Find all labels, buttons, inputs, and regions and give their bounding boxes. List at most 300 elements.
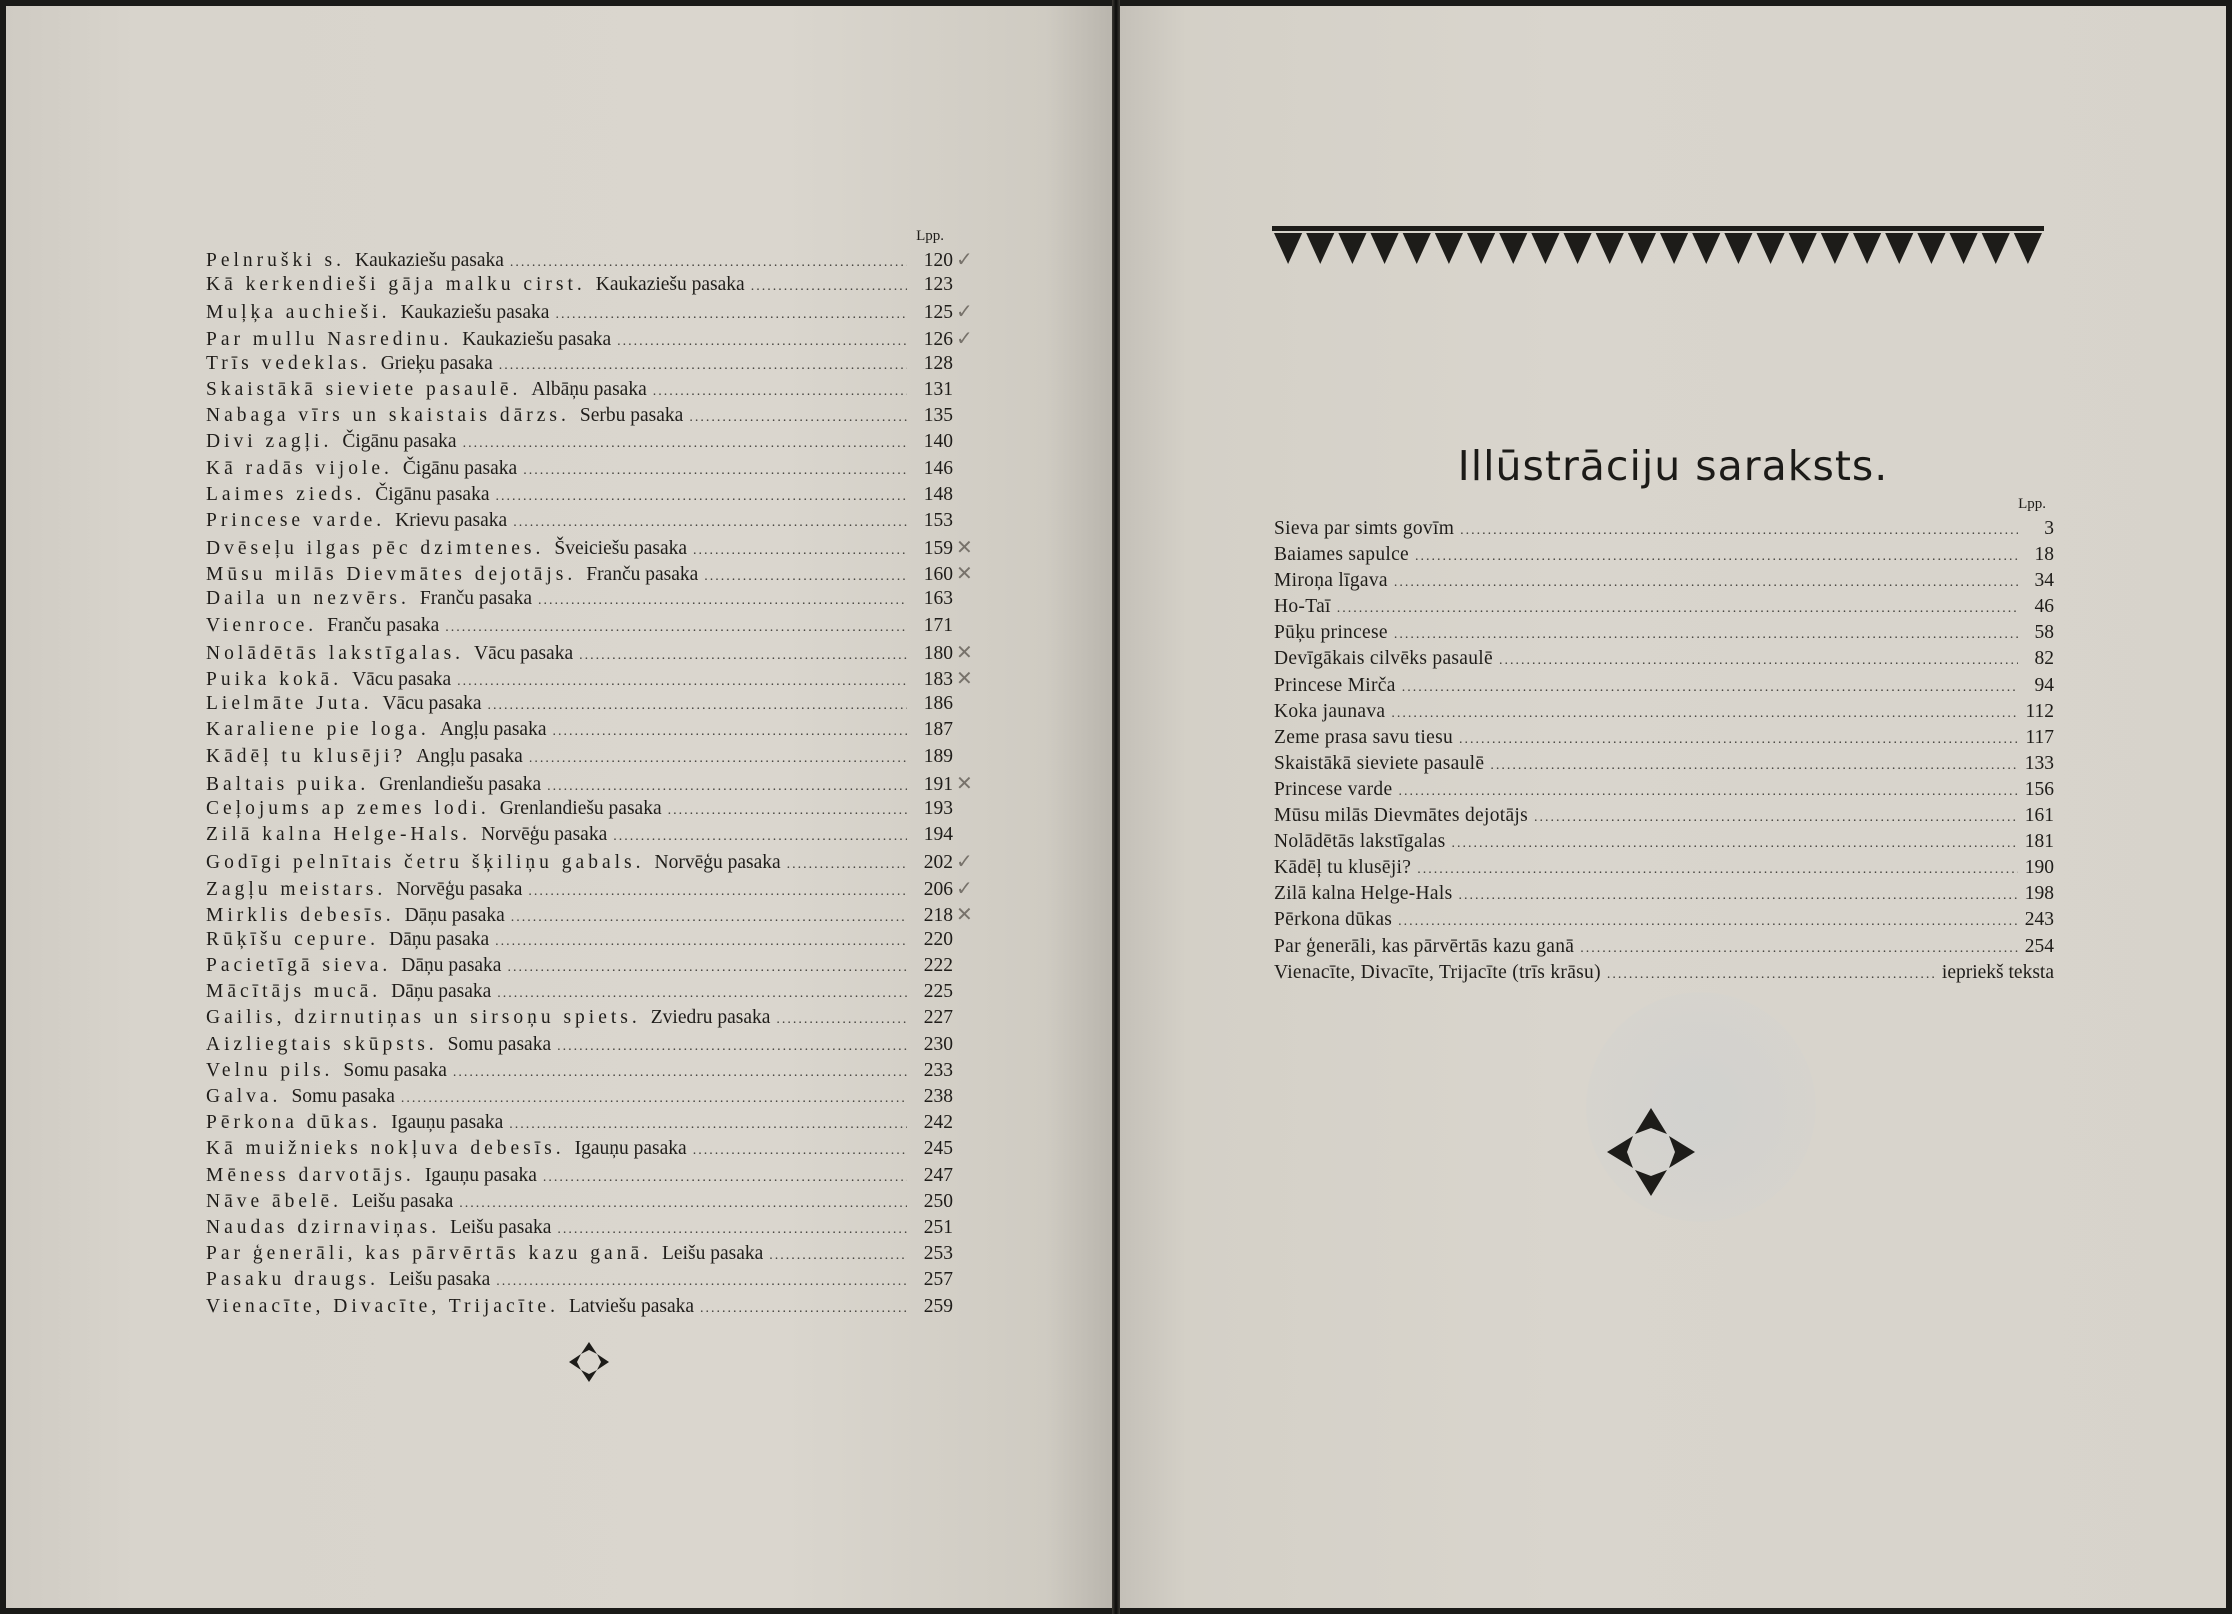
list-item <box>1274 673 2054 699</box>
dot-leader <box>401 1086 907 1112</box>
page-number: 254 <box>2024 935 2054 957</box>
story-title: Muļķa auchieši. <box>206 302 391 324</box>
page-number: 120 <box>923 250 953 271</box>
dot-leader <box>751 274 907 300</box>
list-item <box>1274 829 2054 855</box>
border-triangle <box>1274 233 1302 264</box>
story-title: Kā kerkendieši gāja malku cirst. <box>206 274 586 296</box>
story-origin: Zviedru pasaka <box>650 1007 771 1029</box>
illustration-title: Par ģenerāli, kas pārvērtās kazu ganā <box>1274 935 1575 957</box>
border-triangle <box>1499 233 1527 264</box>
dot-leader <box>613 824 907 850</box>
illustration-title: Mūsu milās Dievmātes dejotājs <box>1274 805 1529 827</box>
page-number: 117 <box>2025 726 2054 748</box>
list-item <box>206 429 986 455</box>
border-triangle <box>1660 233 1688 264</box>
story-title: Dvēseļu ilgas pēc dzimtenes. <box>206 538 545 560</box>
border-triangle <box>1628 233 1656 264</box>
border-bar <box>1272 226 2044 231</box>
story-title: Kā radās vijole. <box>206 457 393 479</box>
border-triangle <box>1789 233 1817 264</box>
border-triangle <box>1338 233 1366 264</box>
list-item <box>206 796 986 822</box>
dot-leader <box>693 538 907 564</box>
page-number: 251 <box>923 1216 953 1238</box>
list-item <box>206 508 986 534</box>
story-title: Mirklis debesīs. <box>206 904 395 926</box>
border-triangle <box>1982 233 2010 264</box>
story-origin: Vācu pasaka <box>474 642 574 664</box>
list-item <box>1274 646 2054 672</box>
story-origin: Franču pasaka <box>419 588 532 610</box>
pencil-mark-icon: ✕ <box>956 535 973 560</box>
page-number: 160 <box>923 564 953 586</box>
illustration-title: Pērkona dūkas <box>1274 909 1393 931</box>
story-title: Divi zagļi. <box>206 431 333 453</box>
story-origin: Norvēģu pasaka <box>396 878 523 900</box>
dot-leader <box>689 405 907 431</box>
list-item <box>206 901 986 927</box>
dot-leader <box>523 458 907 484</box>
list-item <box>206 351 986 377</box>
story-title: Aizliegtais skūpsts. <box>206 1033 438 1055</box>
page-number: 131 <box>923 378 953 400</box>
list-item <box>206 848 986 874</box>
dot-leader <box>1580 936 2018 962</box>
illustration-title: Zilā kalna Helge-Hals <box>1274 883 1453 905</box>
dot-leader <box>557 1034 907 1060</box>
dot-leader <box>445 615 907 641</box>
list-item <box>206 456 986 482</box>
dot-leader <box>700 1296 907 1322</box>
page-number: 34 <box>2034 570 2054 592</box>
story-origin: Somu pasaka <box>343 1059 447 1081</box>
page-number: 233 <box>923 1059 953 1081</box>
dot-leader <box>668 798 907 824</box>
illustration-title: Ho-Taī <box>1274 596 1331 618</box>
illustration-title: Princese Mirča <box>1274 674 1396 696</box>
page-number: 243 <box>2024 909 2054 931</box>
story-origin: Kaukaziešu pasaka <box>462 328 612 350</box>
page-number: 194 <box>923 824 953 846</box>
story-origin: Leišu pasaka <box>662 1243 764 1265</box>
list-item <box>1274 934 2054 960</box>
page-number: 123 <box>923 274 953 296</box>
dot-leader <box>511 905 907 931</box>
border-triangle <box>1371 233 1399 264</box>
list-item <box>1274 594 2054 620</box>
story-origin: Kaukaziešu pasaka <box>355 250 504 271</box>
story-title: Naudas dzirnaviņas. <box>206 1216 441 1238</box>
list-item <box>206 744 986 770</box>
story-title: Puika kokā. <box>206 669 343 690</box>
border-triangle <box>1757 233 1785 264</box>
story-origin: Vācu pasaka <box>382 693 482 715</box>
story-origin: Franču pasaka <box>586 564 699 586</box>
dot-leader <box>463 431 907 457</box>
story-origin: Somu pasaka <box>447 1033 552 1055</box>
illustration-title: Pūķu princese <box>1274 622 1388 644</box>
page-number: 253 <box>923 1243 953 1265</box>
dot-leader <box>1460 518 2018 544</box>
list-item <box>206 822 986 848</box>
dot-leader <box>1499 648 2018 674</box>
pencil-mark-icon: ✓ <box>956 325 973 350</box>
dot-leader <box>509 1112 907 1138</box>
dot-leader <box>769 1243 907 1269</box>
dot-leader <box>1391 701 2018 727</box>
illustration-title: Baiames sapulce <box>1274 544 1409 566</box>
story-title: Gailis, dzirnutiņas un sirsoņu spiets. <box>206 1007 641 1029</box>
story-title: Velnu pils. <box>206 1059 334 1081</box>
story-title: Pērkona dūkas. <box>206 1112 382 1134</box>
dot-leader <box>1394 570 2018 596</box>
page-number: 133 <box>2024 752 2054 774</box>
story-title: Kā muižnieks nokļuva debesīs. <box>206 1138 565 1160</box>
story-title: Pasaku draugs. <box>206 1269 379 1291</box>
page-number: 220 <box>923 928 953 950</box>
list-item <box>206 1005 986 1031</box>
page-number: 259 <box>923 1295 953 1317</box>
dot-leader <box>693 1138 907 1164</box>
dot-leader <box>787 852 907 878</box>
page-number: 112 <box>2025 700 2054 722</box>
story-origin: Somu pasaka <box>291 1086 395 1107</box>
list-item <box>206 770 986 796</box>
pencil-mark-icon: ✓ <box>956 875 973 900</box>
story-title: Galva. <box>206 1086 282 1107</box>
pencil-mark-icon: ✓ <box>956 299 973 324</box>
page-number: 190 <box>2024 857 2054 879</box>
list-item <box>206 613 986 639</box>
page-number: 198 <box>2024 883 2054 905</box>
list-item <box>206 927 986 953</box>
list-item <box>1274 725 2054 751</box>
list-item <box>1274 855 2054 881</box>
page-number: 125 <box>923 302 953 324</box>
dot-leader <box>488 693 907 719</box>
story-origin: Franču pasaka <box>327 614 440 636</box>
dot-leader <box>459 1191 907 1217</box>
story-origin: Albāņu pasaka <box>531 378 647 400</box>
border-triangle <box>1853 233 1881 264</box>
story-origin: Grenlandiešu pasaka <box>379 773 542 795</box>
dot-leader <box>496 1269 907 1295</box>
story-origin: Serbu pasaka <box>579 405 684 427</box>
story-title: Lielmāte Juta. <box>206 693 373 715</box>
dot-leader <box>543 1165 907 1191</box>
story-title: Par ģenerāli, kas pārvērtās kazu ganā. <box>206 1243 652 1265</box>
page-number: 163 <box>923 588 953 610</box>
dot-leader <box>495 929 907 955</box>
border-triangle <box>1692 233 1720 264</box>
dot-leader <box>776 1007 907 1033</box>
story-title: Godīgi pelnītais četru šķiliņu gabals. <box>206 852 645 874</box>
list-item <box>206 325 986 351</box>
dot-leader <box>1459 727 2018 753</box>
list-item <box>1274 751 2054 777</box>
list-item <box>206 1241 986 1267</box>
story-origin: Dāņu pasaka <box>401 955 502 977</box>
border-triangle <box>1531 233 1559 264</box>
page-number: 257 <box>923 1269 953 1291</box>
list-item <box>206 875 986 901</box>
story-title: Par mullu Nasredinu. <box>206 328 453 350</box>
page-title: Illūstrāciju saraksts. <box>1457 442 1889 490</box>
page-number: 148 <box>923 483 953 505</box>
border-triangle <box>1821 233 1849 264</box>
list-item <box>1274 699 2054 725</box>
story-origin: Igauņu pasaka <box>424 1164 537 1186</box>
list-item <box>1274 516 2054 542</box>
list-item <box>206 1084 986 1110</box>
dot-leader <box>513 510 907 536</box>
illustration-title: Vienacīte, Divacīte, Trijacīte (trīs krāsu) <box>1274 961 1601 983</box>
dot-leader <box>1607 962 1936 988</box>
story-origin: Čigānu pasaka <box>402 457 518 479</box>
list-item <box>206 1032 986 1058</box>
pencil-mark-icon: ✕ <box>956 639 973 664</box>
left-page <box>6 6 1112 1608</box>
page-number: 146 <box>923 457 953 479</box>
page-number: 153 <box>923 509 953 531</box>
triangle-border-ornament <box>1272 226 2044 266</box>
story-title: Ceļojums ap zemes lodi. <box>206 797 490 819</box>
page-number: 225 <box>923 981 953 1003</box>
story-title: Zilā kalna Helge-Hals. <box>206 824 472 846</box>
list-item <box>1274 568 2054 594</box>
dot-leader <box>1451 831 2018 857</box>
story-title: Karaliene pie loga. <box>206 719 430 741</box>
illustration-title: Miroņa līgava <box>1274 570 1388 592</box>
story-origin: Grenlandiešu pasaka <box>499 797 662 819</box>
story-origin: Grieķu pasaka <box>380 352 493 374</box>
list-item <box>206 1136 986 1162</box>
border-triangle <box>1564 233 1592 264</box>
list-item <box>206 639 986 665</box>
border-triangle <box>1724 233 1752 264</box>
story-title: Mācītājs mucā. <box>206 981 382 1003</box>
story-title: Nāve ābelē. <box>206 1190 343 1212</box>
diamond-ornament-icon <box>1605 1106 1697 1198</box>
page-number: 206 <box>923 878 953 900</box>
illustrations-list <box>1274 516 2054 986</box>
dot-leader <box>1534 805 2018 831</box>
page-number: iepriekš teksta <box>1941 961 2054 983</box>
page-number: 193 <box>923 797 953 819</box>
border-triangle <box>2014 233 2042 264</box>
story-origin: Krievu pasaka <box>395 509 508 531</box>
list-item <box>206 298 986 324</box>
story-origin: Dāņu pasaka <box>388 928 490 950</box>
list-item <box>206 1267 986 1293</box>
story-title: Laimes zieds. <box>206 483 366 505</box>
page-number: 156 <box>2024 778 2054 800</box>
dot-leader <box>1398 909 2018 935</box>
pencil-mark-icon: ✕ <box>956 561 973 586</box>
page-number: 202 <box>923 852 953 874</box>
border-triangle <box>1306 233 1334 264</box>
book-spine <box>1112 0 1120 1614</box>
border-triangle <box>1885 233 1913 264</box>
list-item <box>1274 960 2054 986</box>
story-title: Skaistākā sieviete pasaulē. <box>206 378 522 400</box>
border-triangle <box>1917 233 1945 264</box>
dot-leader <box>1490 753 2018 779</box>
illustration-title: Sieva par simts govīm <box>1274 518 1455 539</box>
page-number: 140 <box>923 431 953 453</box>
story-title: Trīs vedeklas. <box>206 352 371 374</box>
story-origin: Dāņu pasaka <box>391 981 492 1003</box>
list-item <box>206 979 986 1005</box>
page-number: 3 <box>2044 518 2054 539</box>
page-number: 218 <box>923 904 953 926</box>
page-number: 186 <box>923 693 953 715</box>
page-number: 46 <box>2034 596 2054 618</box>
illustration-title: Nolādētās lakstīgalas <box>1274 831 1446 853</box>
story-title: Baltais puika. <box>206 773 370 795</box>
dot-leader <box>457 669 907 695</box>
border-triangle <box>1950 233 1978 264</box>
story-origin: Igauņu pasaka <box>574 1138 687 1160</box>
dot-leader <box>617 329 907 355</box>
illustration-title: Devīgākais cilvēks pasaulē <box>1274 648 1493 670</box>
page-number: 161 <box>2024 805 2054 827</box>
diamond-ornament-icon <box>567 1340 611 1384</box>
story-title: Nabaga vīrs un skaistais dārzs. <box>206 405 570 427</box>
border-triangle <box>1403 233 1431 264</box>
right-page <box>1120 6 2226 1608</box>
story-origin: Dāņu pasaka <box>404 904 505 926</box>
page-number: 187 <box>923 719 953 741</box>
dot-leader <box>529 746 907 772</box>
list-item <box>1274 881 2054 907</box>
list-item <box>206 272 986 298</box>
dot-leader <box>1398 779 2018 805</box>
story-origin: Vācu pasaka <box>352 669 452 690</box>
story-title: Mūsu milās Dievmātes dejotājs. <box>206 564 577 586</box>
page-number: 126 <box>923 328 953 350</box>
story-origin: Norvēģu pasaka <box>654 852 781 874</box>
story-title: Kādēļ tu klusēji? <box>206 745 407 767</box>
list-item <box>206 953 986 979</box>
story-title: Pacietīgā sieva. <box>206 955 392 977</box>
story-origin: Kaukaziešu pasaka <box>595 274 745 296</box>
list-item <box>206 691 986 717</box>
story-title: Mēness darvotājs. <box>206 1164 415 1186</box>
page-number: 245 <box>923 1138 953 1160</box>
list-item <box>1274 803 2054 829</box>
page-number: 247 <box>923 1164 953 1186</box>
illustration-title: Koka jaunava <box>1274 700 1386 722</box>
dot-leader <box>653 379 907 405</box>
story-origin: Leišu pasaka <box>352 1190 454 1212</box>
list-item <box>1274 542 2054 568</box>
page-number: 159 <box>923 538 953 560</box>
list-item <box>206 1294 986 1320</box>
list-item <box>206 1189 986 1215</box>
illustration-title: Skaistākā sieviete pasaulē <box>1274 752 1485 774</box>
dot-leader <box>1415 544 2018 570</box>
story-origin: Čigānu pasaka <box>342 431 457 453</box>
border-triangle <box>1467 233 1495 264</box>
page-number: 230 <box>923 1033 953 1055</box>
page-number: 94 <box>2034 674 2054 696</box>
dot-leader <box>704 564 907 590</box>
dot-leader <box>579 643 907 669</box>
dot-leader <box>553 719 908 745</box>
dot-leader <box>499 353 907 379</box>
story-title: Vienacīte, Divacīte, Trijacīte. <box>206 1295 559 1317</box>
story-origin: Kaukaziešu pasaka <box>400 302 550 324</box>
page-number: 171 <box>923 614 953 636</box>
story-origin: Latviešu pasaka <box>568 1295 695 1317</box>
dot-leader <box>1417 857 2018 883</box>
dot-leader <box>1402 675 2018 701</box>
page-number: 58 <box>2034 622 2054 644</box>
story-origin: Šveiciešu pasaka <box>554 538 688 560</box>
page-number: 183 <box>923 669 953 690</box>
page-column-label: Lpp. <box>916 228 944 244</box>
page-number: 189 <box>923 745 953 767</box>
list-item <box>206 560 986 586</box>
story-origin: Leišu pasaka <box>388 1269 491 1291</box>
page-number: 250 <box>923 1190 953 1212</box>
list-item <box>1274 620 2054 646</box>
dot-leader <box>495 484 907 510</box>
story-origin: Čigānu pasaka <box>375 483 490 505</box>
illustration-title: Zeme prasa savu tiesu <box>1274 726 1454 748</box>
story-title: Vienroce. <box>206 614 318 636</box>
story-origin: Igauņu pasaka <box>391 1112 504 1134</box>
page-number: 82 <box>2034 648 2054 670</box>
page-number: 242 <box>923 1112 953 1134</box>
page-number: 222 <box>923 955 953 977</box>
story-origin: Norvēģu pasaka <box>481 824 608 846</box>
list-item <box>206 1163 986 1189</box>
contents-list <box>206 246 986 1320</box>
pencil-mark-icon: ✓ <box>956 247 973 271</box>
pencil-mark-icon: ✕ <box>956 666 973 690</box>
page-number: 181 <box>2024 831 2054 853</box>
page-number: 180 <box>923 642 953 664</box>
story-title: Zagļu meistars. <box>206 878 387 900</box>
illustration-title: Princese varde <box>1274 778 1393 800</box>
list-item <box>206 1110 986 1136</box>
list-item <box>206 665 986 691</box>
page-number: 128 <box>923 352 953 374</box>
dot-leader <box>557 1217 907 1243</box>
page-number: 191 <box>923 773 953 795</box>
story-title: Rūķīšu cepure. <box>206 928 379 950</box>
list-item <box>206 246 986 272</box>
dot-leader <box>1394 622 2018 648</box>
dot-leader <box>453 1060 907 1086</box>
list-item <box>206 1215 986 1241</box>
illustration-title: Kādēļ tu klusēji? <box>1274 857 1412 879</box>
story-title: Pelnruški s. <box>206 250 346 271</box>
page-number: 227 <box>923 1007 953 1029</box>
border-triangle <box>1596 233 1624 264</box>
pencil-mark-icon: ✓ <box>956 849 973 874</box>
list-item <box>206 482 986 508</box>
story-title: Daila un nezvērs. <box>206 588 410 610</box>
story-title: Nolādētās lakstīgalas. <box>206 642 465 664</box>
list-item <box>1274 907 2054 933</box>
dot-leader <box>1337 596 2018 622</box>
page-number: 18 <box>2034 544 2054 566</box>
story-origin: Angļu pasaka <box>416 745 523 767</box>
